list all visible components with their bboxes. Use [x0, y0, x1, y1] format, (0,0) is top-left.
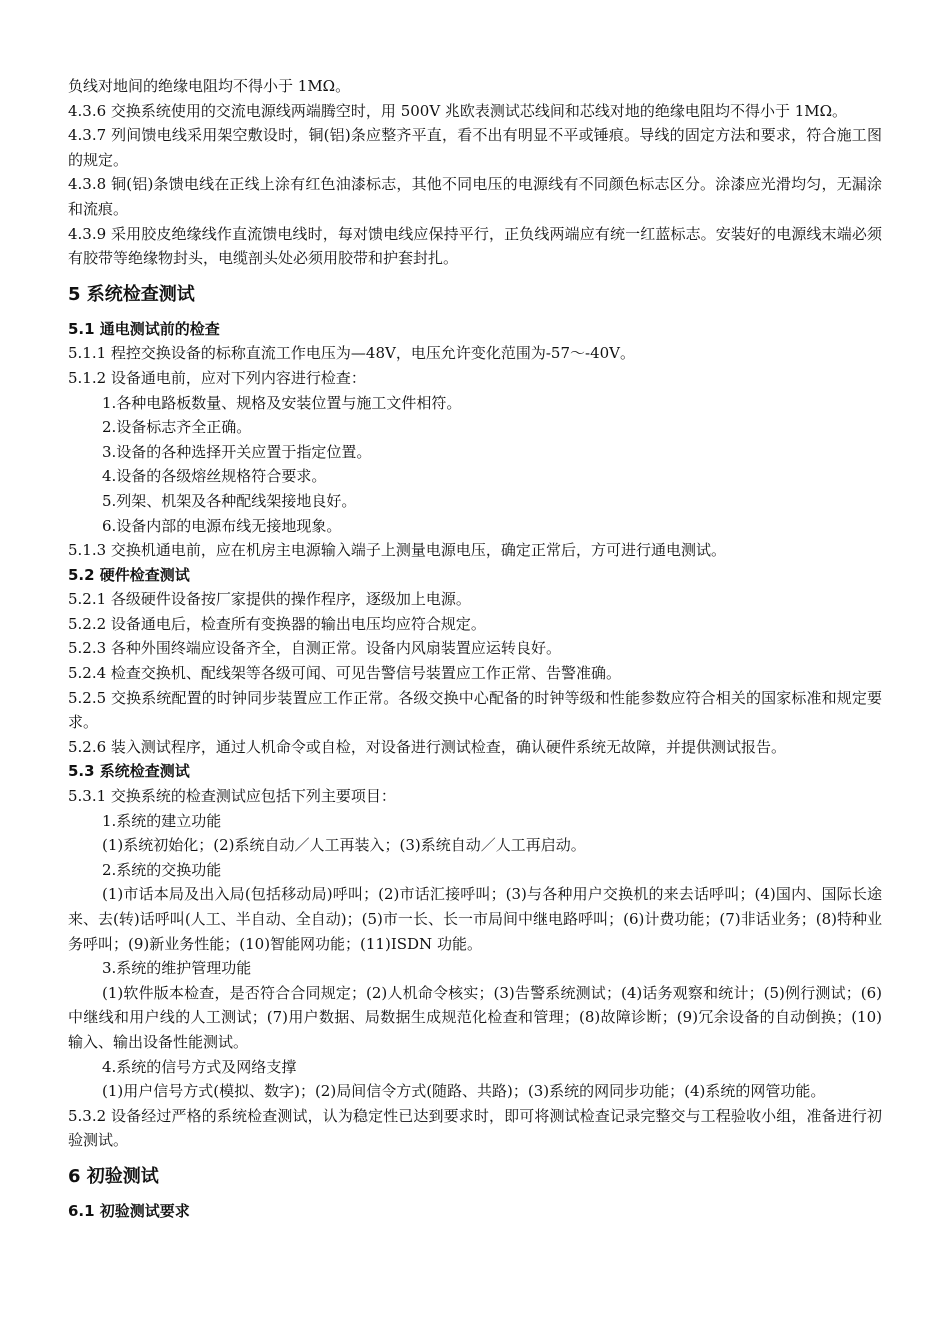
clause-5-2-2: 5.2.2 设备通电后，检查所有变换器的输出电压均应符合规定。: [68, 614, 486, 633]
paragraph: 负线对地间的绝缘电阻均不得小于 1MΩ。: [68, 77, 351, 95]
clause-5-2-4: 5.2.4 检查交换机、配线架等各级可闻、可见告警信号装置应工作正常、告警准确。: [68, 664, 621, 683]
clause-5-1-1: 5.1.1 程控交换设备的标称直流工作电压为—48V，电压允许变化范围为-57～-40V。: [68, 344, 636, 363]
clause-5-2-1: 5.2.1 各级硬件设备按厂家提供的操作程序，逐级加上电源。: [68, 590, 471, 609]
list-item: 5.列架、机架及各种配线架接地良好。: [102, 491, 357, 510]
clause-5-1-3: 5.1.3 交换机通电前，应在机房主电源输入端子上测量电源电压，确定正常后，方可进行通电测试。: [68, 541, 726, 560]
section-heading-6: 6 初验测试: [68, 1165, 159, 1187]
list-item: 3.设备的各种选择开关应置于指定位置。: [102, 442, 372, 461]
list-item: 4.系统的信号方式及网络支撑: [102, 1057, 297, 1076]
clause-5-3-2: 5.3.2 设备经过严格的系统检查测试，认为稳定性已达到要求时，即可将测试检查记录完整交与工程验收小组，准备进行初验测试。: [68, 1106, 882, 1150]
list-item-detail: (1)系统初始化；(2)系统自动／人工再装入；(3)系统自动／人工再启动。: [102, 836, 586, 855]
list-item: 3.系统的维护管理功能: [102, 959, 252, 978]
clause-4-3-7: 4.3.7 列间馈电线采用架空敷设时，铜(铝)条应整齐平直，看不出有明显不平或锤痕。导线的固定方法和要求，符合施工图的规定。: [68, 126, 882, 169]
list-item-detail: (1)软件版本检查，是否符合合同规定；(2)人机命令核实；(3)告警系统测试；(4)话务观察和统计；(5)例行测试；(6)中继线和用户线的人工测试；(7)用户数据、局数据生成规范化检查和管理；(8)故障诊断；(9)冗余设备的自动倒换；(10)输入、输出设备性能测试。: [68, 983, 882, 1051]
list-item: 1.各种电路板数量、规格及安装位置与施工文件相符。: [102, 393, 462, 412]
list-item: 6.设备内部的电源布线无接地现象。: [102, 516, 342, 535]
list-item-detail: (1)市话本局及出入局(包括移动局)呼叫；(2)市话汇接呼叫；(3)与各种用户交换机的来去话呼叫；(4)国内、国际长途来、去(转)话呼叫(人工、半自动、全自动)；(5)市一长、长一市局间中继电路呼叫；(6)计费功能；(7)非话业务；(8)特种业务呼叫；(9)新业务性能；(10)智能网功能；(11)ISDN 功能。: [68, 885, 882, 953]
list-item: 4.设备的各级熔丝规格符合要求。: [102, 467, 327, 486]
clause-5-2-3: 5.2.3 各种外围终端应设备齐全，自测正常。设备内风扇装置应运转良好。: [68, 639, 561, 658]
clause-5-2-5: 5.2.5 交换系统配置的时钟同步装置应工作正常。各级交换中心配备的时钟等级和性能参数应符合相关的国家标准和规定要求。: [68, 688, 882, 732]
clause-5-3-1: 5.3.1 交换系统的检查测试应包括下列主要项目：: [68, 787, 396, 806]
clause-5-1-2: 5.1.2 设备通电前，应对下列内容进行检查：: [68, 368, 366, 387]
list-item: 1.系统的建立功能: [102, 811, 222, 830]
list-item-detail: (1)用户信号方式(模拟、数字)；(2)局间信令方式(随路、共路)；(3)系统的网同步功能；(4)系统的网管功能。: [102, 1082, 826, 1101]
section-heading-5: 5 系统检查测试: [68, 283, 195, 305]
subsection-heading-5-3: 5.3 系统检查测试: [68, 762, 190, 781]
clause-4-3-8: 4.3.8 铜(铝)条馈电线在正线上涂有红色油漆标志，其他不同电压的电源线有不同颜色标志区分。涂漆应光滑均匀，无漏涂和流痕。: [68, 175, 882, 218]
subsection-heading-5-2: 5.2 硬件检查测试: [68, 565, 190, 584]
list-item: 2.设备标志齐全正确。: [102, 418, 252, 437]
document-page: [68, 74, 882, 1224]
clause-5-2-6: 5.2.6 装入测试程序，通过人机命令或自检，对设备进行测试检查，确认硬件系统无故障，并提供测试报告。: [68, 737, 786, 756]
clause-4-3-9: 4.3.9 采用胶皮绝缘线作直流馈电线时，每对馈电线应保持平行，正负线两端应有统一红蓝标志。安装好的电源线末端必须有胶带等绝缘物封头，电缆剖头处必须用胶带和护套封扎。: [68, 224, 882, 268]
list-item: 2.系统的交换功能: [102, 860, 222, 879]
clause-4-3-6: 4.3.6 交换系统使用的交流电源线两端腾空时，用 500V 兆欧表测试芯线间和芯线对地的绝缘电阻均不得小于 1MΩ。: [68, 101, 848, 120]
subsection-heading-6-1: 6.1 初验测试要求: [68, 1201, 190, 1220]
subsection-heading-5-1: 5.1 通电测试前的检查: [68, 319, 220, 338]
